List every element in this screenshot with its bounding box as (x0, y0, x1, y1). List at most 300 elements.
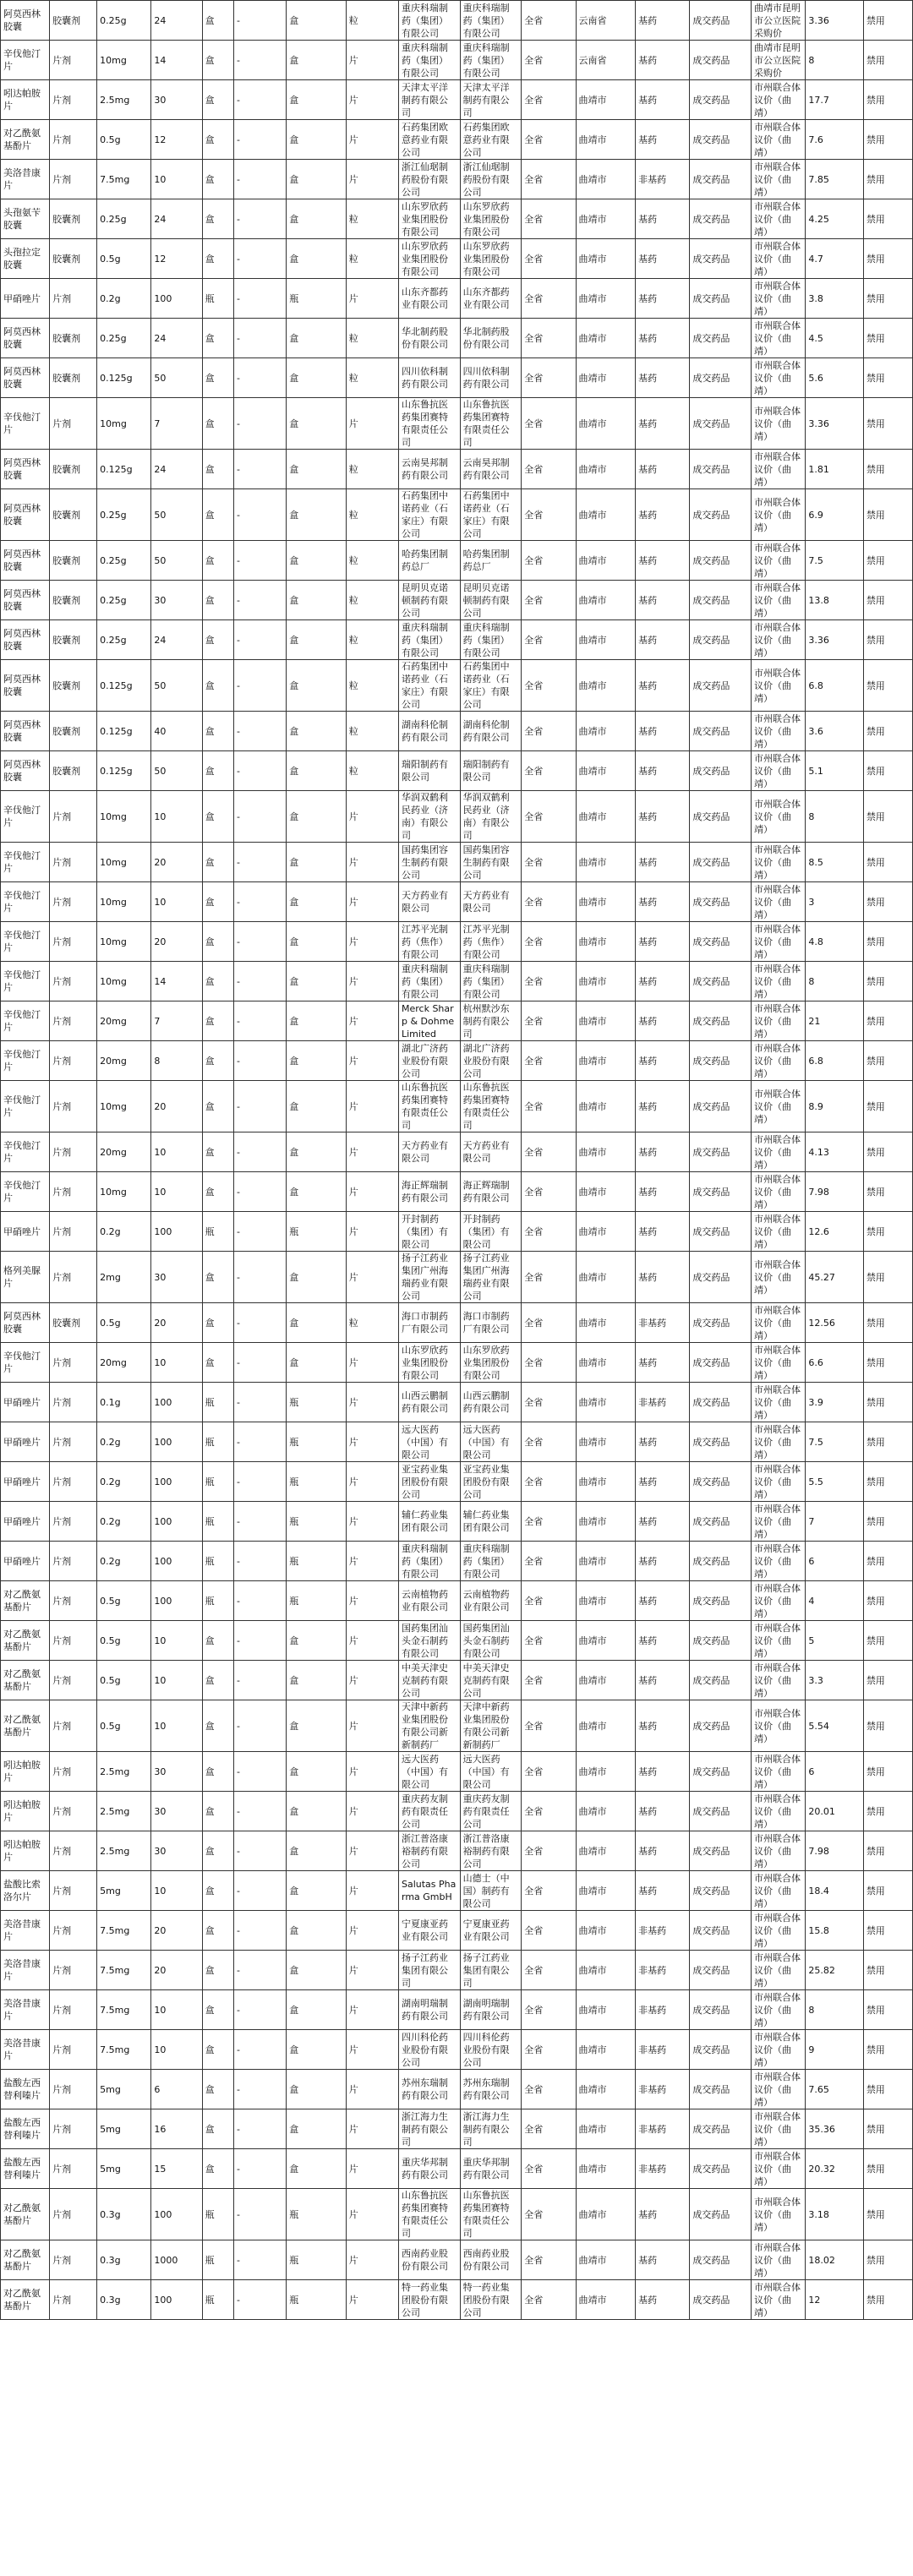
cell-region: 曲靖市 (576, 1911, 636, 1951)
cell-price-basis: 市州联合体议价（曲靖） (752, 1951, 806, 1990)
table-row (1, 2280, 913, 2320)
cell-drug-name: 头孢氨苄胶囊 (1, 199, 50, 239)
table-row (1, 581, 913, 620)
cell-applicant: 天津中新药业集团股份有限公司新新制药厂 (460, 1700, 522, 1752)
cell-drug-name: 甲硝唑片 (1, 1542, 50, 1581)
cell-deal-status: 成交药品 (690, 962, 752, 1001)
cell-strength: 10mg (97, 843, 151, 882)
cell-manufacturer: 重庆药友制药有限责任公司 (398, 1792, 460, 1831)
cell-applicant: 浙江海力生制药有限公司 (460, 2109, 522, 2149)
cell-status: 禁用 (863, 1343, 912, 1383)
cell-min-unit: 盒 (287, 962, 347, 1001)
cell-drug-name: 辛伐他汀片 (1, 962, 50, 1001)
cell-strength: 0.5g (97, 1581, 151, 1621)
cell-deal-status: 成交药品 (690, 1001, 752, 1041)
cell-dash: - (233, 279, 286, 319)
cell-status: 禁用 (863, 120, 912, 160)
cell-deal-status: 成交药品 (690, 1, 752, 41)
cell-price-basis: 市州联合体议价（曲靖） (752, 843, 806, 882)
cell-drug-name: 阿莫西林胶囊 (1, 712, 50, 751)
cell-scope: 全省 (522, 660, 576, 712)
cell-essential-drug-type: 基药 (636, 1752, 690, 1792)
cell-strength: 0.125g (97, 712, 151, 751)
cell-dash: - (233, 791, 286, 843)
cell-unit: 片 (346, 1831, 398, 1871)
cell-strength: 2.5mg (97, 1752, 151, 1792)
table-row (1, 1911, 913, 1951)
table-row (1, 1752, 913, 1792)
cell-region: 曲靖市 (576, 398, 636, 450)
cell-price-basis: 市州联合体议价（曲靖） (752, 199, 806, 239)
cell-status: 禁用 (863, 1990, 912, 2030)
cell-essential-drug-type: 基药 (636, 80, 690, 120)
cell-drug-name: 辛伐他汀片 (1, 1001, 50, 1041)
cell-pack-quantity: 10 (151, 1871, 202, 1911)
cell-price-basis: 市州联合体议价（曲靖） (752, 882, 806, 922)
cell-deal-status: 成交药品 (690, 41, 752, 80)
cell-pack-unit: 盒 (202, 1172, 233, 1212)
cell-pack-unit: 瓶 (202, 1383, 233, 1422)
cell-drug-name: 辛伐他汀片 (1, 1172, 50, 1212)
cell-pack-quantity: 10 (151, 1621, 202, 1661)
cell-pack-quantity: 8 (151, 1041, 202, 1081)
cell-price: 8 (806, 962, 863, 1001)
cell-price: 8 (806, 791, 863, 843)
cell-deal-status: 成交药品 (690, 2070, 752, 2109)
cell-essential-drug-type: 基药 (636, 1700, 690, 1752)
cell-manufacturer: 远大医药（中国）有限公司 (398, 1422, 460, 1462)
cell-essential-drug-type: 基药 (636, 581, 690, 620)
cell-min-unit: 瓶 (287, 1383, 347, 1422)
cell-region: 曲靖市 (576, 1132, 636, 1172)
cell-strength: 0.3g (97, 2280, 151, 2320)
cell-dash: - (233, 1542, 286, 1581)
cell-price-basis: 市州联合体议价（曲靖） (752, 1212, 806, 1252)
cell-unit: 片 (346, 1911, 398, 1951)
cell-dash: - (233, 1081, 286, 1132)
cell-dosage-form: 片剂 (50, 1911, 97, 1951)
cell-applicant: 天方药业有限公司 (460, 1132, 522, 1172)
cell-pack-unit: 盒 (202, 1343, 233, 1383)
cell-manufacturer: 远大医药（中国）有限公司 (398, 1752, 460, 1792)
cell-dosage-form: 片剂 (50, 2149, 97, 2189)
cell-applicant: 四川科伦药业股份有限公司 (460, 2030, 522, 2070)
cell-essential-drug-type: 基药 (636, 1661, 690, 1700)
cell-price-basis: 市州联合体议价（曲靖） (752, 791, 806, 843)
cell-deal-status: 成交药品 (690, 2149, 752, 2189)
cell-price: 12.56 (806, 1303, 863, 1343)
table-row (1, 1621, 913, 1661)
cell-drug-name: 辛伐他汀片 (1, 1132, 50, 1172)
cell-drug-name: 辛伐他汀片 (1, 882, 50, 922)
cell-essential-drug-type: 基药 (636, 843, 690, 882)
cell-strength: 0.5g (97, 1303, 151, 1343)
cell-deal-status: 成交药品 (690, 1212, 752, 1252)
cell-manufacturer: 天津太平洋制药有限公司 (398, 80, 460, 120)
cell-pack-unit: 盒 (202, 358, 233, 398)
cell-price: 6.8 (806, 1041, 863, 1081)
cell-status: 禁用 (863, 199, 912, 239)
cell-price-basis: 市州联合体议价（曲靖） (752, 1041, 806, 1081)
cell-strength: 0.2g (97, 1502, 151, 1542)
cell-unit: 片 (346, 882, 398, 922)
cell-price-basis: 市州联合体议价（曲靖） (752, 1700, 806, 1752)
cell-deal-status: 成交药品 (690, 581, 752, 620)
cell-pack-unit: 盒 (202, 581, 233, 620)
cell-applicant: 重庆科瑞制药（集团）有限公司 (460, 41, 522, 80)
cell-drug-name: 辛伐他汀片 (1, 1343, 50, 1383)
cell-dosage-form: 片剂 (50, 1383, 97, 1422)
cell-region: 曲靖市 (576, 279, 636, 319)
cell-essential-drug-type: 非基药 (636, 2030, 690, 2070)
cell-applicant: 石药集团欧意药业有限公司 (460, 120, 522, 160)
cell-drug-name: 吲达帕胺片 (1, 1792, 50, 1831)
cell-scope: 全省 (522, 1661, 576, 1700)
cell-dosage-form: 片剂 (50, 1212, 97, 1252)
cell-deal-status: 成交药品 (690, 1951, 752, 1990)
table-row (1, 1132, 913, 1172)
cell-applicant: 浙江普洛康裕制药有限公司 (460, 1831, 522, 1871)
cell-price: 12.6 (806, 1212, 863, 1252)
cell-dosage-form: 片剂 (50, 1001, 97, 1041)
table-row (1, 962, 913, 1001)
cell-min-unit: 盒 (287, 2109, 347, 2149)
table-row (1, 620, 913, 660)
cell-deal-status: 成交药品 (690, 1252, 752, 1303)
cell-deal-status: 成交药品 (690, 1172, 752, 1212)
cell-status: 禁用 (863, 2189, 912, 2240)
cell-scope: 全省 (522, 450, 576, 489)
cell-manufacturer: 山东罗欣药业集团股份有限公司 (398, 1343, 460, 1383)
cell-pack-quantity: 10 (151, 791, 202, 843)
table-row (1, 712, 913, 751)
cell-pack-unit: 盒 (202, 791, 233, 843)
cell-deal-status: 成交药品 (690, 2189, 752, 2240)
cell-price: 20.01 (806, 1792, 863, 1831)
cell-scope: 全省 (522, 2070, 576, 2109)
cell-dosage-form: 胶囊剂 (50, 358, 97, 398)
cell-pack-quantity: 20 (151, 1081, 202, 1132)
table-row (1, 239, 913, 279)
cell-pack-quantity: 24 (151, 450, 202, 489)
cell-min-unit: 盒 (287, 1041, 347, 1081)
cell-status: 禁用 (863, 712, 912, 751)
cell-min-unit: 瓶 (287, 1542, 347, 1581)
cell-dosage-form: 片剂 (50, 1252, 97, 1303)
cell-price: 4.8 (806, 922, 863, 962)
cell-pack-unit: 盒 (202, 489, 233, 541)
table-row (1, 2070, 913, 2109)
cell-essential-drug-type: 基药 (636, 1212, 690, 1252)
cell-unit: 片 (346, 1502, 398, 1542)
cell-price: 4.13 (806, 1132, 863, 1172)
cell-dosage-form: 片剂 (50, 1502, 97, 1542)
cell-manufacturer: 华润双鹤利民药业（济南）有限公司 (398, 791, 460, 843)
cell-dosage-form: 胶囊剂 (50, 489, 97, 541)
cell-deal-status: 成交药品 (690, 1542, 752, 1581)
table-row (1, 1212, 913, 1252)
cell-drug-name: 美洛昔康片 (1, 1951, 50, 1990)
cell-unit: 粒 (346, 712, 398, 751)
cell-dosage-form: 胶囊剂 (50, 620, 97, 660)
cell-dash: - (233, 1990, 286, 2030)
cell-essential-drug-type: 基药 (636, 1252, 690, 1303)
cell-strength: 5mg (97, 1871, 151, 1911)
cell-drug-name: 阿莫西林胶囊 (1, 620, 50, 660)
cell-essential-drug-type: 基药 (636, 882, 690, 922)
cell-pack-unit: 盒 (202, 1621, 233, 1661)
cell-min-unit: 盒 (287, 1951, 347, 1990)
cell-applicant: 西南药业股份有限公司 (460, 2240, 522, 2280)
cell-strength: 0.2g (97, 1542, 151, 1581)
cell-pack-unit: 盒 (202, 160, 233, 199)
cell-region: 曲靖市 (576, 80, 636, 120)
cell-essential-drug-type: 基药 (636, 199, 690, 239)
table-row (1, 541, 913, 581)
cell-manufacturer: 重庆科瑞制药（集团）有限公司 (398, 1542, 460, 1581)
cell-status: 禁用 (863, 2149, 912, 2189)
cell-min-unit: 盒 (287, 581, 347, 620)
cell-pack-unit: 盒 (202, 660, 233, 712)
cell-applicant: 石药集团中诺药业（石家庄）有限公司 (460, 489, 522, 541)
cell-pack-quantity: 20 (151, 1911, 202, 1951)
table-row (1, 843, 913, 882)
cell-pack-quantity: 10 (151, 1172, 202, 1212)
cell-dosage-form: 片剂 (50, 1700, 97, 1752)
cell-region: 曲靖市 (576, 1081, 636, 1132)
cell-dash: - (233, 1041, 286, 1081)
cell-manufacturer: 湖北广济药业股份有限公司 (398, 1041, 460, 1081)
cell-pack-unit: 盒 (202, 1871, 233, 1911)
cell-manufacturer: 重庆华邦制药有限公司 (398, 2149, 460, 2189)
cell-dosage-form: 片剂 (50, 791, 97, 843)
cell-scope: 全省 (522, 1383, 576, 1422)
cell-price: 3.6 (806, 712, 863, 751)
cell-price: 18.02 (806, 2240, 863, 2280)
cell-dash: - (233, 160, 286, 199)
cell-region: 曲靖市 (576, 660, 636, 712)
cell-drug-name: 盐酸左西替利嗪片 (1, 2109, 50, 2149)
cell-dash: - (233, 2109, 286, 2149)
cell-pack-unit: 盒 (202, 1252, 233, 1303)
cell-pack-unit: 瓶 (202, 1422, 233, 1462)
cell-price-basis: 市州联合体议价（曲靖） (752, 1661, 806, 1700)
cell-unit: 片 (346, 2189, 398, 2240)
cell-price-basis: 市州联合体议价（曲靖） (752, 541, 806, 581)
cell-price: 5.6 (806, 358, 863, 398)
cell-scope: 全省 (522, 1, 576, 41)
cell-price: 12 (806, 2280, 863, 2320)
cell-manufacturer: 重庆科瑞制药（集团）有限公司 (398, 620, 460, 660)
cell-dash: - (233, 2030, 286, 2070)
cell-applicant: 山东罗欣药业集团股份有限公司 (460, 1343, 522, 1383)
cell-dash: - (233, 1343, 286, 1383)
cell-region: 曲靖市 (576, 1792, 636, 1831)
cell-applicant: 苏州东瑞制药有限公司 (460, 2070, 522, 2109)
cell-deal-status: 成交药品 (690, 120, 752, 160)
cell-deal-status: 成交药品 (690, 751, 752, 791)
cell-drug-name: 阿莫西林胶囊 (1, 319, 50, 358)
table-row (1, 450, 913, 489)
cell-strength: 5mg (97, 2070, 151, 2109)
table-row (1, 319, 913, 358)
cell-price-basis: 市州联合体议价（曲靖） (752, 1502, 806, 1542)
cell-pack-quantity: 30 (151, 1831, 202, 1871)
cell-unit: 片 (346, 1990, 398, 2030)
cell-region: 曲靖市 (576, 751, 636, 791)
cell-unit: 片 (346, 1871, 398, 1911)
table-row (1, 1661, 913, 1700)
cell-scope: 全省 (522, 1752, 576, 1792)
cell-price-basis: 市州联合体议价（曲靖） (752, 962, 806, 1001)
cell-strength: 20mg (97, 1001, 151, 1041)
cell-applicant: 远大医药（中国）有限公司 (460, 1752, 522, 1792)
cell-pack-quantity: 20 (151, 922, 202, 962)
cell-pack-quantity: 50 (151, 541, 202, 581)
cell-pack-unit: 盒 (202, 962, 233, 1001)
cell-pack-unit: 盒 (202, 2070, 233, 2109)
cell-manufacturer: 石药集团中诺药业（石家庄）有限公司 (398, 660, 460, 712)
cell-essential-drug-type: 基药 (636, 1172, 690, 1212)
cell-strength: 2mg (97, 1252, 151, 1303)
cell-deal-status: 成交药品 (690, 1502, 752, 1542)
cell-strength: 7.5mg (97, 1990, 151, 2030)
cell-price: 4 (806, 1581, 863, 1621)
cell-drug-name: 美洛昔康片 (1, 1911, 50, 1951)
table-row (1, 2149, 913, 2189)
cell-strength: 20mg (97, 1343, 151, 1383)
cell-pack-quantity: 24 (151, 199, 202, 239)
cell-pack-unit: 盒 (202, 1831, 233, 1871)
cell-unit: 粒 (346, 239, 398, 279)
cell-drug-name: 美洛昔康片 (1, 160, 50, 199)
cell-essential-drug-type: 基药 (636, 239, 690, 279)
cell-status: 禁用 (863, 2030, 912, 2070)
cell-essential-drug-type: 非基药 (636, 1990, 690, 2030)
cell-unit: 片 (346, 1581, 398, 1621)
cell-deal-status: 成交药品 (690, 922, 752, 962)
cell-strength: 10mg (97, 922, 151, 962)
cell-pack-quantity: 100 (151, 1462, 202, 1502)
cell-applicant: 山东齐都药业有限公司 (460, 279, 522, 319)
cell-dash: - (233, 882, 286, 922)
cell-scope: 全省 (522, 1252, 576, 1303)
cell-min-unit: 盒 (287, 489, 347, 541)
cell-region: 曲靖市 (576, 1752, 636, 1792)
cell-pack-unit: 盒 (202, 1661, 233, 1700)
cell-unit: 片 (346, 41, 398, 80)
cell-strength: 2.5mg (97, 80, 151, 120)
cell-drug-name: 头孢拉定胶囊 (1, 239, 50, 279)
cell-dosage-form: 片剂 (50, 2070, 97, 2109)
cell-pack-unit: 瓶 (202, 1212, 233, 1252)
cell-dash: - (233, 1581, 286, 1621)
cell-region: 曲靖市 (576, 1462, 636, 1502)
cell-pack-quantity: 30 (151, 80, 202, 120)
cell-scope: 全省 (522, 489, 576, 541)
cell-dash: - (233, 843, 286, 882)
cell-unit: 片 (346, 1001, 398, 1041)
cell-pack-quantity: 100 (151, 2189, 202, 2240)
cell-dash: - (233, 1951, 286, 1990)
cell-price: 3.9 (806, 1383, 863, 1422)
cell-unit: 片 (346, 1700, 398, 1752)
cell-strength: 0.25g (97, 489, 151, 541)
cell-applicant: 国药集团汕头金石制药有限公司 (460, 1621, 522, 1661)
cell-essential-drug-type: 基药 (636, 962, 690, 1001)
cell-dosage-form: 胶囊剂 (50, 450, 97, 489)
cell-region: 曲靖市 (576, 2149, 636, 2189)
cell-price: 7.98 (806, 1172, 863, 1212)
cell-deal-status: 成交药品 (690, 2030, 752, 2070)
cell-unit: 粒 (346, 358, 398, 398)
cell-dosage-form: 片剂 (50, 962, 97, 1001)
cell-dosage-form: 片剂 (50, 1621, 97, 1661)
cell-applicant: 辅仁药业集团有限公司 (460, 1502, 522, 1542)
cell-min-unit: 盒 (287, 751, 347, 791)
cell-strength: 0.125g (97, 660, 151, 712)
cell-manufacturer: 辅仁药业集团有限公司 (398, 1502, 460, 1542)
cell-dash: - (233, 1871, 286, 1911)
table-row (1, 882, 913, 922)
cell-drug-name: 美洛昔康片 (1, 2030, 50, 2070)
cell-dosage-form: 胶囊剂 (50, 319, 97, 358)
cell-status: 禁用 (863, 1252, 912, 1303)
cell-strength: 0.125g (97, 358, 151, 398)
cell-price-basis: 市州联合体议价（曲靖） (752, 712, 806, 751)
cell-price: 35.36 (806, 2109, 863, 2149)
table-row (1, 398, 913, 450)
cell-deal-status: 成交药品 (690, 2240, 752, 2280)
cell-drug-name: 阿莫西林胶囊 (1, 1303, 50, 1343)
cell-dosage-form: 胶囊剂 (50, 199, 97, 239)
cell-manufacturer: 亚宝药业集团股份有限公司 (398, 1462, 460, 1502)
cell-scope: 全省 (522, 1303, 576, 1343)
cell-price-basis: 市州联合体议价（曲靖） (752, 398, 806, 450)
cell-deal-status: 成交药品 (690, 1911, 752, 1951)
cell-status: 禁用 (863, 1951, 912, 1990)
cell-essential-drug-type: 基药 (636, 1462, 690, 1502)
cell-price-basis: 市州联合体议价（曲靖） (752, 660, 806, 712)
cell-deal-status: 成交药品 (690, 1792, 752, 1831)
cell-strength: 0.2g (97, 1462, 151, 1502)
cell-price-basis: 市州联合体议价（曲靖） (752, 279, 806, 319)
cell-status: 禁用 (863, 2070, 912, 2109)
cell-manufacturer: Salutas Pharma GmbH (398, 1871, 460, 1911)
cell-drug-name: 对乙酰氨基酚片 (1, 1581, 50, 1621)
cell-price-basis: 市州联合体议价（曲靖） (752, 1462, 806, 1502)
cell-drug-name: 辛伐他汀片 (1, 1081, 50, 1132)
cell-dosage-form: 片剂 (50, 2280, 97, 2320)
cell-region: 曲靖市 (576, 2030, 636, 2070)
cell-status: 禁用 (863, 80, 912, 120)
cell-dosage-form: 片剂 (50, 80, 97, 120)
table-row (1, 160, 913, 199)
cell-drug-name: 辛伐他汀片 (1, 843, 50, 882)
cell-scope: 全省 (522, 1132, 576, 1172)
cell-strength: 5mg (97, 2149, 151, 2189)
cell-status: 禁用 (863, 1542, 912, 1581)
cell-manufacturer: 国药集团容生制药有限公司 (398, 843, 460, 882)
cell-scope: 全省 (522, 2240, 576, 2280)
cell-region: 曲靖市 (576, 2280, 636, 2320)
cell-manufacturer: 重庆科瑞制药（集团）有限公司 (398, 962, 460, 1001)
cell-essential-drug-type: 基药 (636, 2280, 690, 2320)
cell-min-unit: 盒 (287, 1252, 347, 1303)
cell-min-unit: 盒 (287, 1700, 347, 1752)
cell-unit: 粒 (346, 199, 398, 239)
cell-status: 禁用 (863, 319, 912, 358)
